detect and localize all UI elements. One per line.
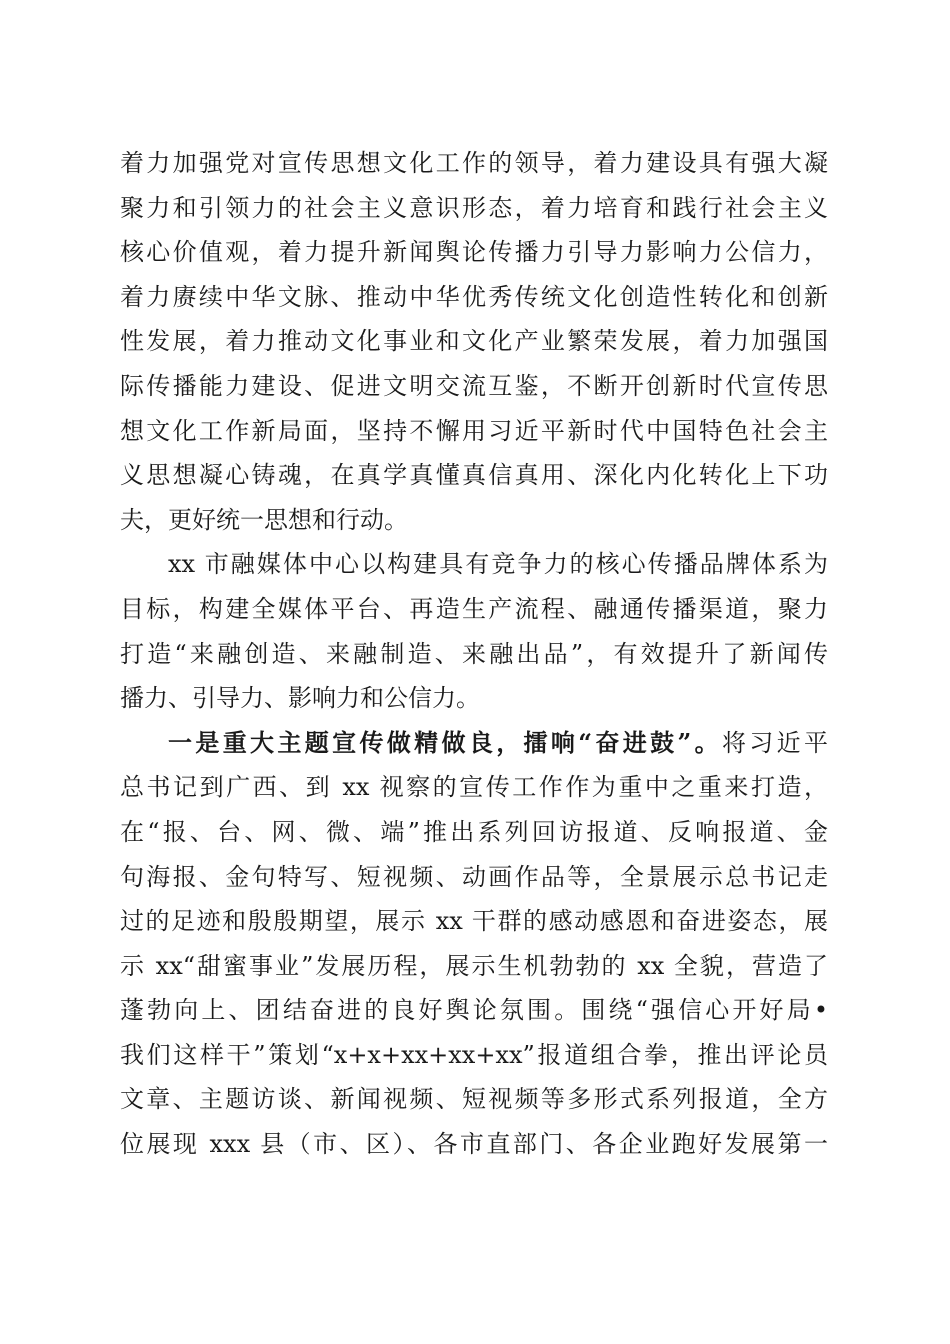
text-line	[120, 721, 828, 766]
text-line: 过的足迹和殷殷期望，展示 xx 干群的感动感恩和奋进姿态，展	[120, 907, 828, 936]
text-line: 义思想凝心铸魂，在真学真懂真信真用、深化内化转化上下功	[120, 461, 828, 490]
paragraph-3	[120, 721, 828, 1167]
paragraph-1	[120, 141, 828, 542]
text-line: 着力赓续中华文脉、推动中华优秀传统文化创造性转化和创新	[120, 282, 828, 311]
text-line: 着力加强党对宣传思想文化工作的领导，着力建设具有强大凝	[120, 149, 828, 177]
text-line: 蓬勃向上、团结奋进的良好舆论氛围。围绕“强信心开好局•	[120, 996, 828, 1025]
text-line: 聚力和引领力的社会主义意识形态，着力培育和践行社会主义	[120, 193, 828, 222]
text-line: 文章、主题访谈、新闻视频、短视频等多形式系列报道，全方	[120, 1085, 828, 1114]
text-line: xx 市融媒体中心以构建具有竞争力的核心传播品牌体系为	[168, 550, 828, 579]
text-line: 我们这样干”策划“x+x+xx+xx+xx”报道组合拳，推出评论员	[120, 1040, 828, 1069]
text-line: 性发展，着力推动文化事业和文化产业繁荣发展，着力加强国	[120, 327, 828, 356]
paragraph-heading: 一是重大主题宣传做精做良，擂响“奋进鼓”。	[168, 727, 722, 757]
text-line: 想文化工作新局面，坚持不懈用习近平新时代中国特色社会主	[120, 416, 828, 445]
text-line: 总书记到广西、到 xx 视察的宣传工作作为重中之重来打造，	[120, 773, 828, 802]
paragraph-2	[120, 542, 828, 720]
text-line: 位展现 xxx 县（市、区）、各市直部门、各企业跑好发展第一	[120, 1130, 828, 1159]
text-line: 目标，构建全媒体平台、再造生产流程、融通传播渠道，聚力	[120, 594, 828, 623]
text-line: 打造“来融创造、来融制造、来融出品”，有效提升了新闻传	[120, 639, 828, 668]
heading-continuation: 将习近平	[721, 728, 829, 757]
text-line: 播力、引导力、影响力和公信力。	[120, 684, 480, 713]
text-line: 核心价值观，着力提升新闻舆论传播力引导力影响力公信力，	[120, 238, 828, 267]
text-line: 际传播能力建设、促进文明交流互鉴，不断开创新时代宣传思	[120, 371, 828, 400]
text-line: 示 xx“甜蜜事业”发展历程，展示生机勃勃的 xx 全貌，营造了	[120, 951, 828, 980]
text-line: 夫，更好统一思想和行动。	[120, 505, 408, 534]
text-line: 句海报、金句特写、短视频、动画作品等，全景展示总书记走	[120, 862, 828, 891]
text-line: 在“报、台、网、微、端”推出系列回访报道、反响报道、金	[120, 817, 828, 846]
document-body	[120, 141, 828, 1167]
